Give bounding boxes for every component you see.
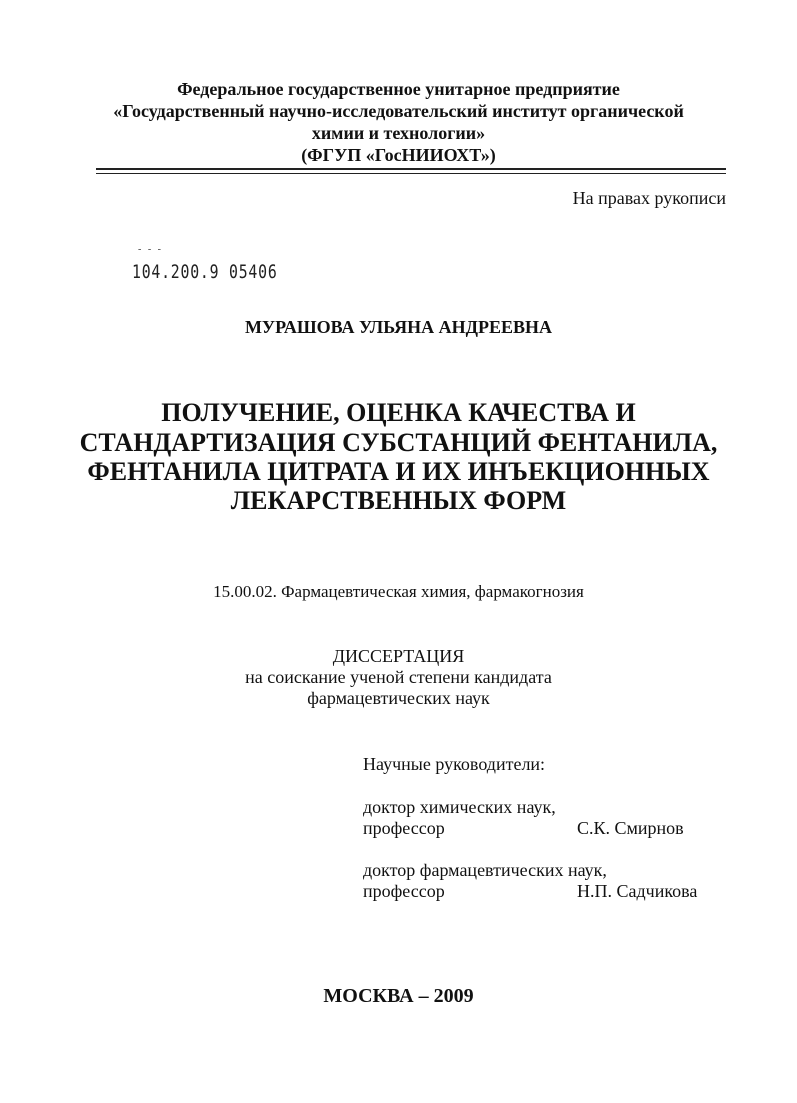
specialty-code: 15.00.02. Фармацевтическая химия, фармакогнозия xyxy=(213,582,584,601)
registration-stamp: 104.200.9 05406 xyxy=(132,261,278,283)
org-line-2: «Государственный научно-исследовательский институт органической xyxy=(113,101,684,121)
header-rule-thick xyxy=(96,168,726,170)
title-line-2: СТАНДАРТИЗАЦИЯ СУБСТАНЦИЙ ФЕНТАНИЛА, xyxy=(79,428,718,457)
manuscript-note: На правах рукописи xyxy=(572,188,726,208)
title-line-1: ПОЛУЧЕНИЕ, ОЦЕНКА КАЧЕСТВА И xyxy=(161,398,636,427)
org-abbreviation: (ФГУП «ГосНИИОХТ») xyxy=(301,145,496,165)
dissertation-degree-line: на соискание ученой степени кандидата xyxy=(245,667,552,687)
supervisor-1-rank: профессор xyxy=(363,818,445,838)
org-line-1: Федеральное государственное унитарное предприятие xyxy=(177,79,620,99)
title-line-3: ФЕНТАНИЛА ЦИТРАТА И ИХ ИНЪЕКЦИОННЫХ xyxy=(87,457,710,486)
org-line-3: химии и технологии» xyxy=(311,123,486,143)
author-name: МУРАШОВА УЛЬЯНА АНДРЕЕВНА xyxy=(244,317,553,337)
supervisor-2-rank: профессор xyxy=(363,881,445,901)
supervisor-2-name: Н.П. Садчикова xyxy=(577,881,698,901)
supervisors-heading: Научные руководители: xyxy=(363,754,546,774)
dissertation-heading: ДИССЕРТАЦИЯ xyxy=(332,646,465,666)
header-rule-thin xyxy=(96,173,726,174)
stamp-mark: - - - xyxy=(138,244,163,255)
supervisor-2-degree: доктор фармацевтических наук, xyxy=(363,860,607,880)
title-line-4: ЛЕКАРСТВЕННЫХ ФОРМ xyxy=(230,486,567,515)
supervisor-1-name: С.К. Смирнов xyxy=(577,818,684,838)
city-year: МОСКВА – 2009 xyxy=(323,985,474,1007)
dissertation-field-line: фармацевтических наук xyxy=(307,688,490,708)
supervisor-1-degree: доктор химических наук, xyxy=(363,797,556,817)
